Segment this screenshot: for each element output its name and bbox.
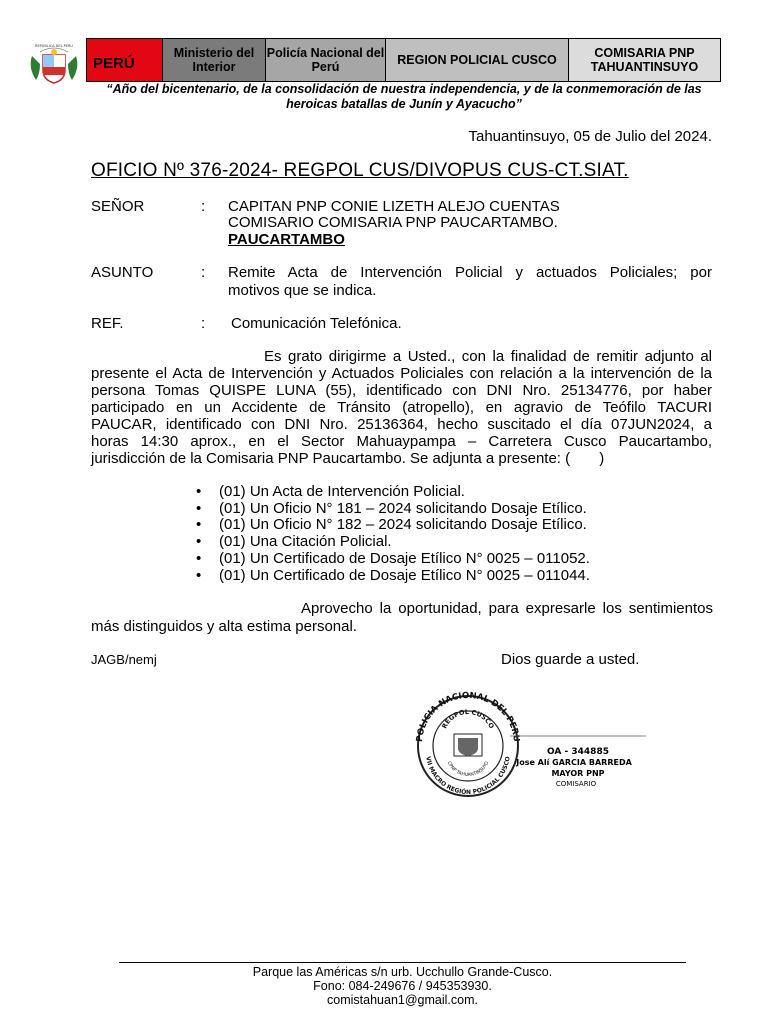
asunto-label: ASUNTO: [91, 264, 154, 281]
recipient-line-2: COMISARIO COMISARIA PNP PAUCARTAMBO.: [228, 214, 558, 231]
body-line: presente el Acta de Intervención y Actuados Policiales con relación a la intervención de la: [91, 365, 712, 382]
attachment-item: (01) Un Certificado de Dosaje Etílico N° 0025 – 011052.: [219, 550, 590, 567]
bullet-icon: •: [196, 500, 202, 517]
officer-oa-number: OA - 344885: [547, 747, 609, 757]
comisaria-header-cell: COMISARIA PNP TAHUANTINSUYO: [568, 38, 721, 82]
closing-line-2: más distinguidos y alta estima personal.: [91, 618, 357, 635]
attachment-item: (01) Un Acta de Intervención Policial.: [219, 483, 465, 500]
emblem-text: REPÚBLICA DEL PERÚ: [35, 44, 73, 48]
recipient-line-1: CAPITAN PNP CONIE LIZETH ALEJO CUENTAS: [228, 198, 560, 215]
officer-name: Jose Alí GARCIA BARREDA: [516, 758, 632, 767]
ref-value: Comunicación Telefónica.: [231, 315, 402, 332]
initials: JAGB/nemj: [91, 652, 157, 667]
recipient-city: PAUCARTAMBO: [228, 231, 345, 248]
svg-text:POLICIA NACIONAL DEL PERU: [415, 691, 521, 743]
officer-rank: MAYOR PNP: [551, 769, 605, 778]
closing-line-1: Aprovecho la oportunidad, para expresarle los sentimientos: [301, 600, 713, 617]
attachment-item: (01) Un Oficio N° 181 – 2024 solicitando Dosaje Etílico.: [219, 500, 587, 517]
seal-inner-bottom-text: CPNP TAHUANTINSUYO: [445, 760, 491, 779]
bullet-icon: •: [196, 483, 202, 500]
attachment-item: (01) Una Citación Policial.: [219, 533, 392, 550]
attachment-item: (01) Un Certificado de Dosaje Etílico N° 0025 – 011044.: [219, 567, 590, 584]
footer-divider: [119, 962, 686, 963]
asunto-colon: :: [201, 264, 206, 281]
senor-colon: :: [201, 198, 206, 215]
svg-text:CPNP TAHUANTINSUYO: [446, 760, 491, 778]
body-line: participado en un Accidente de Tránsito (atropello), en agravio de Teófilo TACURI: [91, 399, 712, 416]
asunto-line-1: Remite Acta de Intervención Policial y actuados Policiales; por: [228, 264, 712, 281]
ref-label: REF.: [91, 315, 124, 332]
bullet-icon: •: [196, 550, 202, 567]
svg-text:REGPOL CUSCO: [440, 708, 496, 730]
bullet-icon: •: [196, 567, 202, 584]
bullet-icon: •: [196, 533, 202, 550]
body-line: persona Tomas QUISPE LUNA (55), identificado con DNI Nro. 25134776, por haber: [91, 382, 712, 399]
seal-inner-top-text: REGPOL CUSCO: [440, 707, 496, 730]
farewell: Dios guarde a usted.: [501, 651, 640, 668]
attachment-item: (01) Un Oficio N° 182 – 2024 solicitando Dosaje Etílico.: [219, 516, 587, 533]
body-line: Es grato dirigirme a Usted., con la finalidad de remitir adjunto al: [264, 348, 712, 365]
body-line: horas 14:30 aprox., en el Sector Mahuaypampa – Carretera Cusco Paucartambo,: [91, 433, 712, 450]
peru-coat-of-arms-icon: [26, 38, 82, 86]
region-header-cell: REGION POLICIAL CUSCO: [385, 38, 569, 82]
asunto-line-2: motivos que se indica.: [228, 282, 377, 299]
document-date: Tahuantinsuyo, 05 de Julio del 2024.: [468, 128, 712, 145]
policia-header-cell: Policía Nacional del Perú: [265, 38, 386, 82]
seal-ring-text: POLICIA NACIONAL DEL PERU: [414, 690, 522, 743]
oficio-number: OFICIO Nº 376-2024- REGPOL CUS/DIVOPUS CUS-CT.SIAT.: [91, 160, 629, 181]
senor-label: SEÑOR: [91, 198, 145, 215]
officer-role: COMISARIO: [555, 780, 597, 788]
seal-ring-bottom-text: VII MACRO REGIÓN POLICIAL CUSCO: [424, 755, 512, 797]
peru-header-cell: PERÚ: [86, 38, 163, 82]
body-line: PAUCAR, identificado con DNI Nro. 25136364, hecho suscitado el día 07JUN2024, a: [91, 416, 712, 433]
footer-address: Parque las Américas s/n urb. Ucchullo Grande-Cusco.: [252, 965, 553, 979]
official-seal-and-signature: [410, 688, 660, 800]
body-line: jurisdicción de la Comisaria PNP Paucartambo. Se adjunta a presente: ( ): [91, 450, 605, 467]
ministerio-header-cell: Ministerio del Interior: [162, 38, 266, 82]
ref-colon: :: [201, 315, 206, 332]
footer-email: comistahuan1@gmail.com.: [327, 993, 478, 1007]
year-motto: “Año del bicentenario, de la consolidación de nuestra independencia, y de la conmemoración de las heroicas batallas de Junín y Ayacucho”: [106, 82, 702, 111]
bullet-icon: •: [196, 516, 202, 533]
footer-phone: Fono: 084-249676 / 945353930.: [313, 979, 492, 993]
